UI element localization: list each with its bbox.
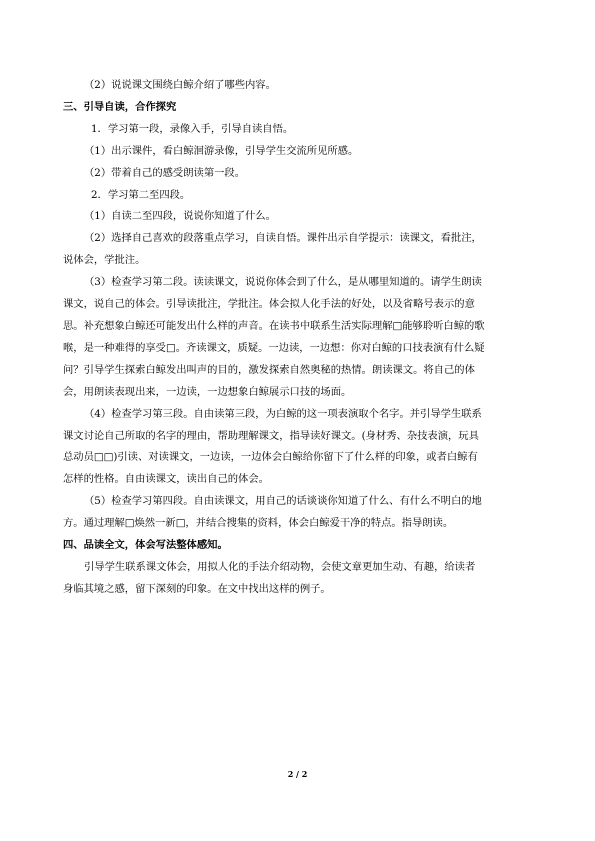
paragraph-line: （1）出示课件，看白鲸洄游录像，引导学生交流所见所感。 xyxy=(84,144,359,157)
continuation-line: 方。通过理解□焕然一新□，并结合搜集的资料，体会白鲸爱干净的特点。指导朗读。 xyxy=(63,517,454,530)
continuation-line: 身临其境之感，留下深刻的印象。在文中找出这样的例子。 xyxy=(63,582,331,595)
paragraph-line: 引导学生联系课文体会，用拟人化的手法介绍动物，会使文章更加生动、有趣，给读者 xyxy=(84,560,476,573)
step-line: 1．学习第一段，录像入手，引导自读自悟。 xyxy=(91,122,294,135)
paragraph-line: （2）说说课文围绕白鲸介绍了哪些内容。 xyxy=(84,79,276,91)
continuation-line: 喉，是一种难得的享受□。齐读课文，质疑。一边读，一边想：你对白鲸的口技表演有什么疑 xyxy=(63,341,485,354)
section-heading: 三、引导自读，合作探究 xyxy=(63,100,177,113)
section-heading: 四、品读全文，体会写法整体感知。 xyxy=(63,539,228,552)
page-number: 2 / 2 xyxy=(287,769,308,779)
step-line: 2．学习第二至四段。 xyxy=(91,188,191,201)
document-body xyxy=(63,75,532,601)
paragraph-line: （5）检查学习第四段。自由读课文，用自己的话谈谈你知道了什么、有什么不明白的地 xyxy=(84,495,482,508)
continuation-line: 问？引导学生探索白鲸发出叫声的目的，激发探索自然奥秘的热情。朗读课文。将自己的体 xyxy=(63,363,475,376)
paragraph-line: （2）选择自己喜欢的段落重点学习，自读自悟。课件出示自学提示：读课文，看批注， xyxy=(84,232,482,245)
continuation-line: 怎样的性格。自由读课文，读出自己的体会。 xyxy=(63,473,269,486)
continuation-line: 思。补充想象白鲸还可能发出什么样的声音。在读书中联系生活实际理解□能够聆听白鲸的歌 xyxy=(63,319,485,332)
continuation-line: 总动员□□)引读、对读课文，一边读，一边体会白鲸给你留下了什么样的印象，或者白鲸有 xyxy=(63,451,478,464)
paragraph-line: （2）带着自己的感受朗读第一段。 xyxy=(84,166,246,179)
continuation-line: 课文讨论自己所取的名字的理由，帮助理解课文，指导读好课文。(身材秀、杂技表演，玩具 xyxy=(63,429,479,442)
continuation-line: 说体会，学批注。 xyxy=(63,254,146,267)
paragraph-line: （3）检查学习第二段。读读课文，说说你体会到了什么，是从哪里知道的。请学生朗读 xyxy=(84,276,482,289)
continuation-line: 会，用朗读表现出来，一边读，一边想象白鲸展示口技的场面。 xyxy=(63,385,352,398)
continuation-line: 课文，说自己的体会。引导读批注，学批注。体会拟人化手法的好处，以及省略号表示的意 xyxy=(63,298,475,311)
paragraph-line: （1）自读二至四段，说说你知道了什么。 xyxy=(84,210,276,223)
paragraph-line: （4）检查学习第三段。自由读第三段，为白鲸的这一项表演取个名字。并引导学生联系 xyxy=(84,407,482,420)
